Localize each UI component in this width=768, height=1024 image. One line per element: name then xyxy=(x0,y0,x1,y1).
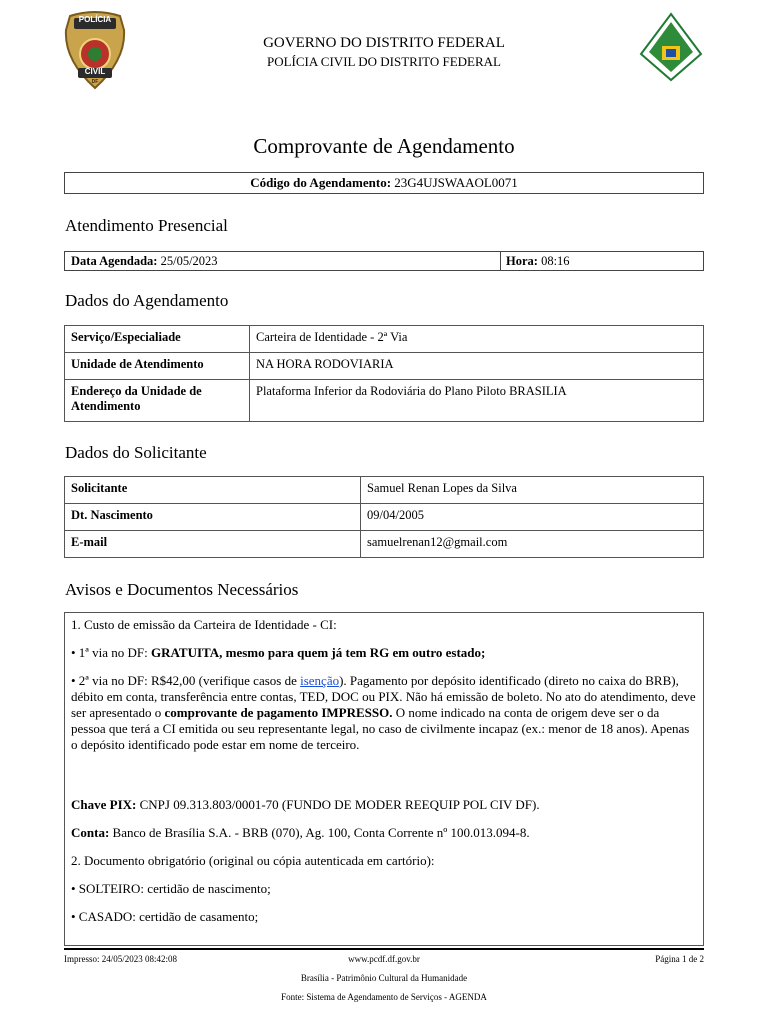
table-row xyxy=(65,353,704,380)
footer-printed-date: Impresso: 24/05/2023 08:42:08 xyxy=(64,954,177,964)
table-row xyxy=(65,380,704,422)
notice-first-copy-prefix: • 1ª via no DF: xyxy=(71,645,151,660)
notice-second-copy-prefix: • 2ª via no DF: R$42,00 (verifique casos de xyxy=(71,673,301,688)
section-heading-avisos: Avisos e Documentos Necessários xyxy=(65,580,299,599)
footer-website: www.pcdf.df.gov.br xyxy=(348,954,420,964)
notice-first-copy xyxy=(71,645,697,661)
notice-required-docs: 2. Documento obrigatório (original ou cópia autenticada em cartório): xyxy=(71,853,435,868)
isencao-link[interactable]: isenção xyxy=(300,673,340,688)
scheduled-date-cell xyxy=(64,251,501,271)
notice-second-copy-bold: comprovante de pagamento IMPRESSO. xyxy=(164,705,393,720)
badge-bottom-text: CIVIL xyxy=(84,67,106,76)
notice-account xyxy=(71,825,697,841)
pix-value: CNPJ 09.313.803/0001-70 (FUNDO DE MODER REEQUIP POL CIV DF). xyxy=(136,797,540,812)
appointment-code-box xyxy=(64,172,704,194)
scheduled-time-value: 08:16 xyxy=(541,254,570,268)
table-row xyxy=(65,504,704,531)
footer-heritage-text: Brasília - Patrimônio Cultural da Humanidade xyxy=(300,973,468,983)
row-value: 09/04/2005 xyxy=(361,504,704,531)
footer-divider xyxy=(64,948,704,950)
notice-first-copy-bold: GRATUITA, mesmo para quem já tem RG em outro estado; xyxy=(151,645,486,660)
page-title: Comprovante de Agendamento xyxy=(253,134,515,158)
footer-page-number: Página 1 de 2 xyxy=(655,954,704,964)
appointment-code-value: 23G4UJSWAAOL0071 xyxy=(394,175,518,190)
applicant-details-table xyxy=(64,476,704,558)
row-value: samuelrenan12@gmail.com xyxy=(361,531,704,558)
row-label: Unidade de Atendimento xyxy=(65,353,250,380)
account-label: Conta: xyxy=(71,825,110,840)
footer-source-text: Fonte: Sistema de Agendamento de Serviços - AGENDA xyxy=(281,992,487,1002)
account-value: Banco de Brasília S.A. - BRB (070), Ag. 100, Conta Corrente nº 100.013.094-8. xyxy=(109,825,530,840)
row-label: Dt. Nascimento xyxy=(65,504,361,531)
row-label: E-mail xyxy=(65,531,361,558)
appointment-details-table xyxy=(64,325,704,422)
notice-second-copy-mid: ). Pagamento por depósito identificado (direto no caixa do BRB), débito em conta, transferência entre contas, TED, DOC ou PIX. Não há emissão de boleto. No ato do atendimento, deve ser apresentado o xyxy=(71,673,696,720)
scheduled-date-value: 25/05/2023 xyxy=(160,254,218,268)
row-value: Samuel Renan Lopes da Silva xyxy=(361,477,704,504)
row-label: Endereço da Unidade de Atendimento xyxy=(65,380,250,422)
table-row xyxy=(65,326,704,353)
row-value: NA HORA RODOVIARIA xyxy=(250,353,704,380)
notice-second-copy-suffix: O nome indicado na conta de origem deve ser o da pessoa que terá a CI emitida ou seu representante legal, no caso de civilmente incapaz (ex.: menor de 18 anos). Apenas o depósito identificado pode estar em nome de terceiro. xyxy=(71,705,690,752)
row-label: Solicitante xyxy=(65,477,361,504)
appointment-code-label: Código do Agendamento: xyxy=(250,175,392,190)
section-heading-presencial: Atendimento Presencial xyxy=(65,216,228,235)
notices-box xyxy=(64,612,704,946)
notice-single: • SOLTEIRO: certidão de nascimento; xyxy=(71,881,271,896)
notice-married: • CASADO: certidão de casamento; xyxy=(71,909,259,924)
scheduled-time-label: Hora: xyxy=(506,254,538,268)
table-row xyxy=(65,531,704,558)
scheduled-time-cell xyxy=(500,251,704,271)
section-heading-agendamento: Dados do Agendamento xyxy=(65,291,229,310)
government-subtitle: POLÍCIA CIVIL DO DISTRITO FEDERAL xyxy=(267,54,501,69)
notice-cost-intro: 1. Custo de emissão da Carteira de Identidade - CI: xyxy=(71,617,337,632)
row-value: Plataforma Inferior da Rodoviária do Plano Piloto BRASILIA xyxy=(250,380,704,422)
row-value: Carteira de Identidade - 2ª Via xyxy=(250,326,704,353)
notice-second-copy xyxy=(71,673,697,753)
table-row xyxy=(65,477,704,504)
scheduled-date-label: Data Agendada: xyxy=(71,254,158,268)
badge-top-text: POLÍCIA xyxy=(78,15,112,24)
notice-pix xyxy=(71,797,697,813)
government-title: GOVERNO DO DISTRITO FEDERAL xyxy=(263,35,505,51)
pix-label: Chave PIX: xyxy=(71,797,137,812)
row-label: Serviço/Especialiade xyxy=(65,326,250,353)
section-heading-solicitante: Dados do Solicitante xyxy=(65,443,207,462)
badge-small-text: DF xyxy=(91,79,99,85)
